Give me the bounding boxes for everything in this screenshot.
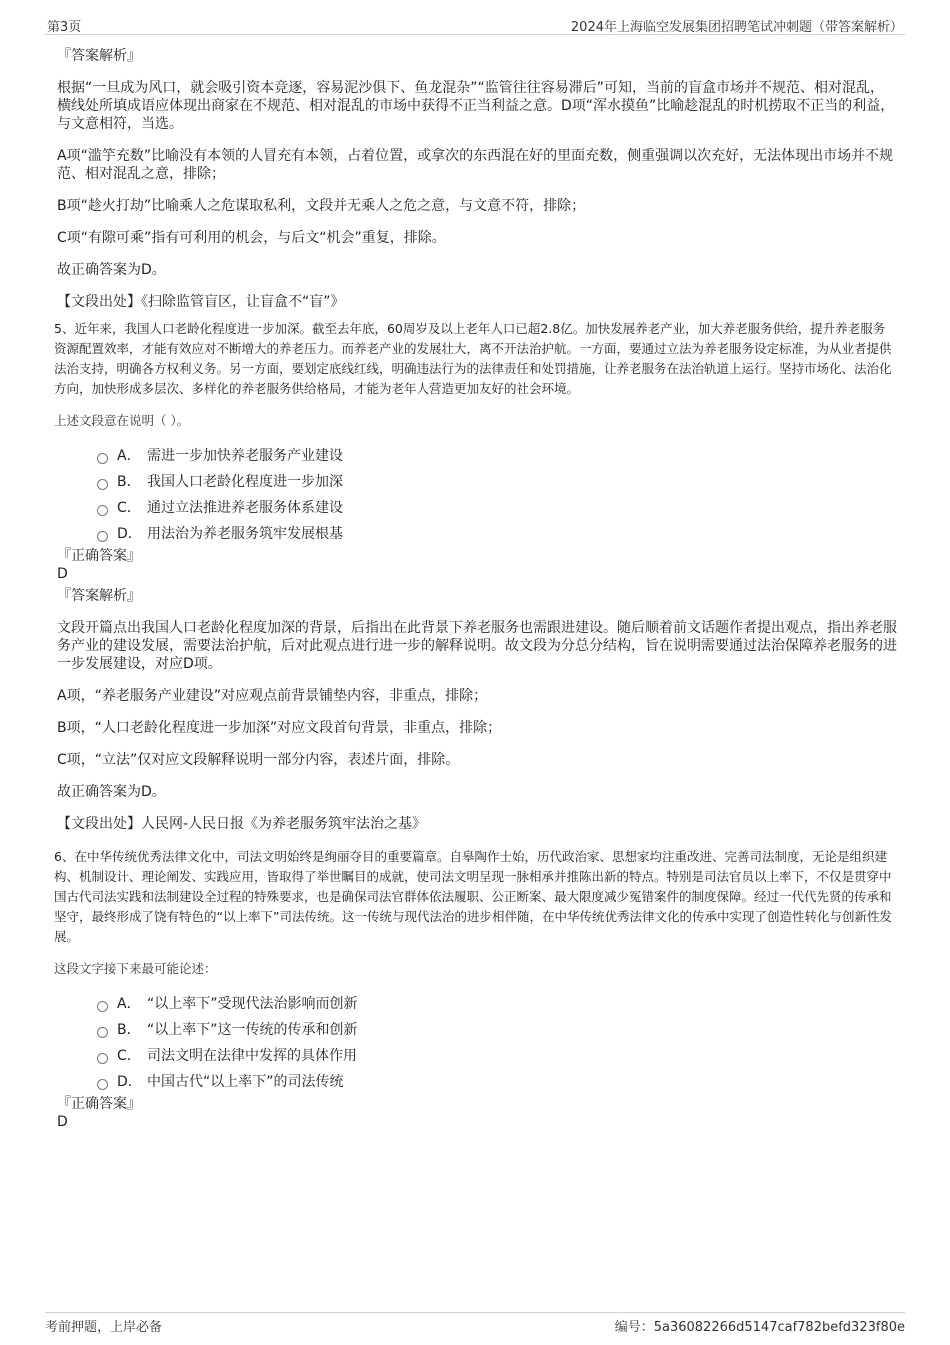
correct-answer-label: 『正确答案』 — [57, 1096, 141, 1112]
passage-source: 【文段出处】人民网-人民日报《为养老服务筑牢法治之基》 — [57, 816, 427, 832]
option-d[interactable]: D． 中国古代“以上率下”的司法传统 — [97, 1069, 897, 1095]
analysis-paragraph: 根据“一旦成为风口，就会吸引资本竞逐，容易泥沙俱下、鱼龙混杂”“监管往往容易滞后”可知，当前的盲盒市场并不规范、相对混乱，横线处所填成语应体现出商家在不规范、相对混乱的市场中获得不正当利益之意。D项“浑水摸鱼”比喻趁混乱的时机捞取不正当的利益，与文意相符，当选。 — [57, 80, 895, 132]
page-content — [54, 47, 897, 1131]
option-b[interactable]: B． “以上率下”这一传统的传承和创新 — [97, 1017, 897, 1043]
analysis-paragraph: A项“滥竽充数”比喻没有本领的人冒充有本领，占着位置，或拿次的东西混在好的里面充数，侧重强调以次充好，无法体现出市场并不规范、相对混乱之意，排除； — [57, 148, 894, 182]
analysis-label: 『答案解析』 — [57, 48, 141, 64]
radio-icon[interactable] — [97, 453, 108, 464]
analysis-conclusion: 故正确答案为D。 — [57, 262, 166, 278]
page-footer — [45, 1312, 905, 1335]
option-a[interactable]: A． 需进一步加快养老服务产业建设 — [97, 443, 897, 469]
correct-answer-label: 『正确答案』 — [57, 548, 141, 564]
document-code — [615, 1316, 905, 1335]
analysis-paragraph: C项“有隙可乘”指有可利用的机会，与后文“机会”重复，排除。 — [57, 230, 446, 246]
code-label: 编号： — [614, 1320, 654, 1335]
question-5-text: 5、近年来，我国人口老龄化程度进一步加深。截至去年底，60周岁及以上老年人口已超2.8亿。加快发展养老产业，加大养老服务供给，提升养老服务资源配置效率，才能有效应对不断增大的养老压力。而养老产业的发展壮大，离不开法治护航。一方面，要通过立法为养老服务设定标准，为从业者提供法治支持，明确各方权利义务。另一方面，要划定底线红线，明确违法行为的法律责任和处罚措施，让养老服务在法治轨道上运行。坚持市场化、法治化方向，加快形成多层次、多样化的养老服务供给格局，才能为老年人营造更加友好的社会环境。 — [54, 321, 892, 396]
radio-icon[interactable] — [97, 479, 108, 490]
radio-icon[interactable] — [97, 1001, 108, 1012]
footer-slogan: 考前押题，上岸必备 — [45, 1320, 163, 1335]
option-c[interactable]: C． 通过立法推进养老服务体系建设 — [97, 495, 897, 521]
page-number: 第3页 — [47, 20, 82, 35]
question-5-options — [97, 443, 897, 547]
question-6-stem: 这段文字接下来最可能论述： — [54, 961, 217, 976]
correct-answer: D — [57, 1114, 68, 1130]
radio-icon[interactable] — [97, 531, 108, 542]
correct-answer: D — [57, 566, 68, 582]
question-5-stem: 上述文段意在说明（ ）。 — [54, 413, 190, 428]
radio-icon[interactable] — [97, 505, 108, 516]
radio-icon[interactable] — [97, 1027, 108, 1038]
analysis-paragraph: C项，“立法”仅对应文段解释说明一部分内容，表述片面，排除。 — [57, 752, 460, 768]
document-title: 2024年上海临空发展集团招聘笔试冲刺题（带答案解析） — [570, 20, 903, 35]
option-d[interactable]: D． 用法治为养老服务筑牢发展根基 — [97, 521, 897, 547]
analysis-paragraph: B项“趁火打劫”比喻乘人之危谋取私利，文段并无乘人之危之意，与文意不符，排除； — [57, 198, 586, 214]
analysis-paragraph: A项，“养老服务产业建设”对应观点前背景铺垫内容，非重点，排除； — [57, 688, 488, 704]
radio-icon[interactable] — [97, 1079, 108, 1090]
option-b[interactable]: B． 我国人口老龄化程度进一步加深 — [97, 469, 897, 495]
question-6-text: 6、在中华传统优秀法律文化中，司法文明始终是绚丽夺目的重要篇章。自皋陶作士始，历代政治家、思想家均注重改进、完善司法制度，无论是组织建构、机制设计、理论阐发、实践应用，皆取得了举世瞩目的成就，使司法文明呈现一脉相承并推陈出新的特点。特别是司法官员以上率下，不仅是贯穿中国古代司法实践和法制建设全过程的特殊要求，也是确保司法官群体依法履职、公正断案、最大限度减少冤错案件的制度保障。经过一代代先贤的传承和坚守，最终形成了饶有特色的“以上率下”司法传统。这一传统与现代法治的进步相伴随，在中华传统优秀法律文化的传承中实现了创造性转化与创新性发展。 — [54, 849, 892, 944]
analysis-paragraph: B项，“人口老龄化程度进一步加深”对应文段首句背景，非重点，排除； — [57, 720, 502, 736]
code-value: 5a36082266d5147caf782befd323f80e — [653, 1320, 905, 1335]
radio-icon[interactable] — [97, 1053, 108, 1064]
page-header — [45, 14, 905, 35]
option-c[interactable]: C． 司法文明在法律中发挥的具体作用 — [97, 1043, 897, 1069]
analysis-label: 『答案解析』 — [57, 588, 141, 604]
question-6-options — [97, 991, 897, 1095]
analysis-conclusion: 故正确答案为D。 — [57, 784, 166, 800]
passage-source: 【文段出处】《扫除监管盲区，让盲盒不“盲”》 — [57, 294, 345, 310]
analysis-paragraph: 文段开篇点出我国人口老龄化程度加深的背景，后指出在此背景下养老服务也需跟进建设。随后顺着前文话题作者提出观点，指出养老服务产业的建设发展，需要法治护航，后对此观点进行进一步的解释说明。故文段为分总分结构，旨在说明需要通过法治保障养老服务的进一步发展建设，对应D项。 — [57, 620, 897, 672]
option-a[interactable]: A． “以上率下”受现代法治影响而创新 — [97, 991, 897, 1017]
